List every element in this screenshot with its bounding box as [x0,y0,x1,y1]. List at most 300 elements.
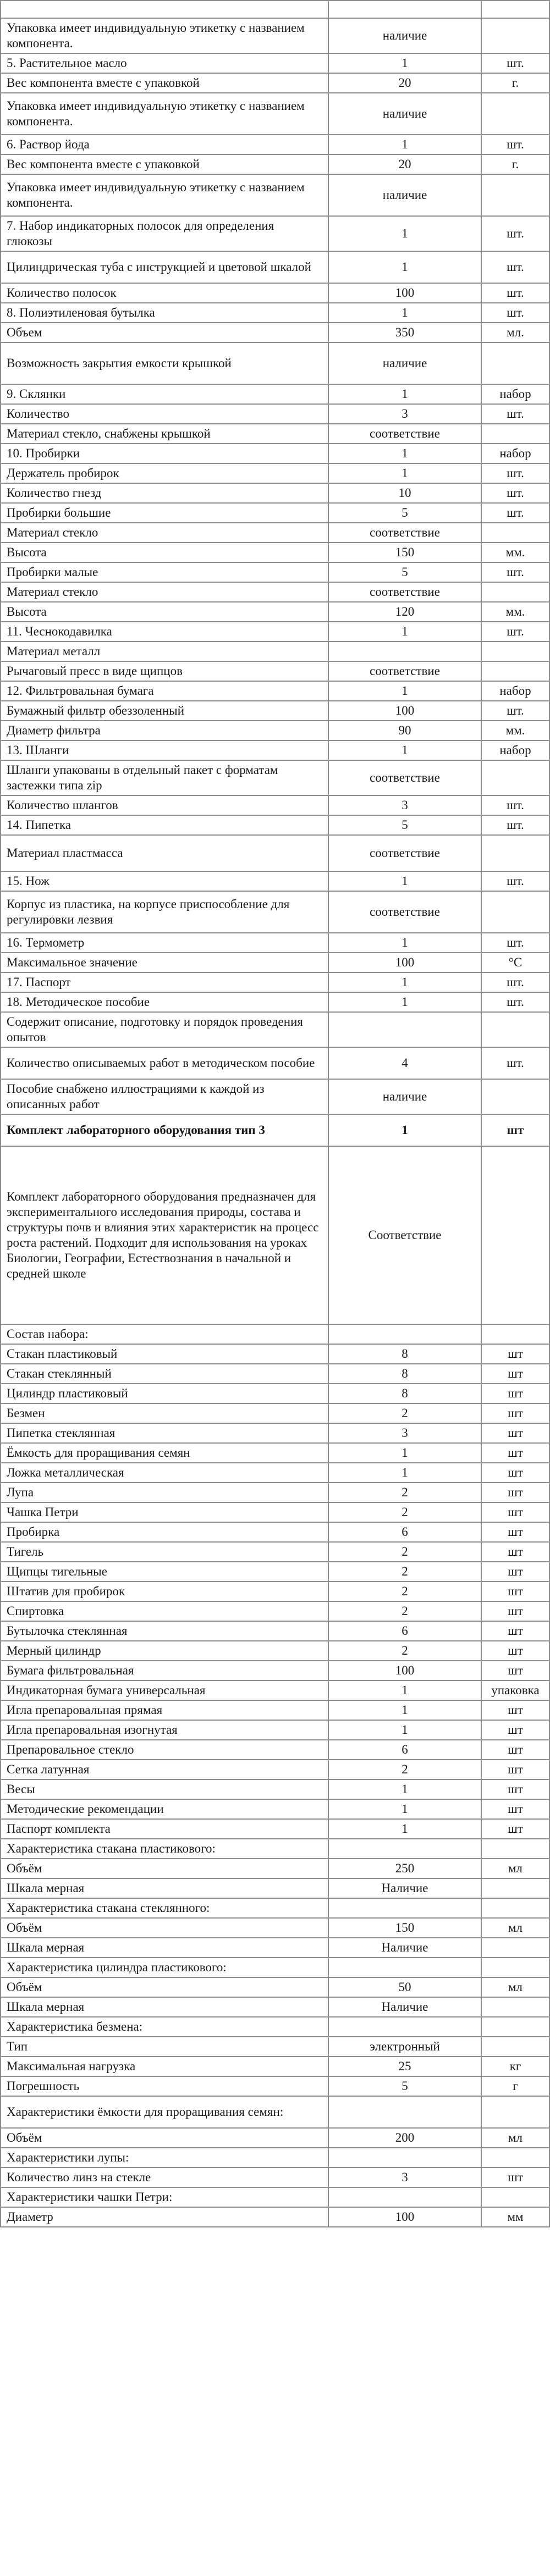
item-name-cell: Игла препаровальная изогнутая [1,1720,328,1740]
value-cell: соответствие [328,582,481,602]
value-cell: 20 [328,73,481,93]
value-cell: наличие [328,342,481,384]
value-cell: 1 [328,1799,481,1819]
table-row [1,891,549,933]
value-cell [328,2148,481,2168]
table-row [1,523,549,543]
value-cell: соответствие [328,523,481,543]
unit-cell: шт [481,1502,549,1522]
unit-cell: шт. [481,283,549,303]
item-name-cell: Материал стекло, снабжены крышкой [1,424,328,444]
unit-cell [481,1878,549,1898]
unit-cell: шт. [481,404,549,424]
value-cell: 5 [328,815,481,835]
value-cell: 10 [328,483,481,503]
value-cell: 3 [328,404,481,424]
item-name-cell: 8. Полиэтиленовая бутылка [1,303,328,323]
value-cell: 1 [328,1681,481,1700]
item-name-cell: Комплект лабораторного оборудования предназначен для экспериментального исследования природы, состава и структуры почв и влияния этих характеристик на процесс роста растений. Подходит для использования на уроках Биологии, Географии, Естествознания в начальной и средней школе [1,1146,328,1324]
unit-cell: шт. [481,622,549,642]
value-cell: 150 [328,543,481,562]
table-row [1,1819,549,1839]
unit-cell: шт [481,1819,549,1839]
value-cell: 200 [328,2128,481,2148]
unit-cell [481,1898,549,1918]
table-row [1,154,549,174]
item-name-cell: Шланги упакованы в отдельный пакет с форматам застежки типа zip [1,760,328,795]
value-cell [328,1898,481,1918]
item-name-cell: Характеристика стакана стеклянного: [1,1898,328,1918]
table-row [1,795,549,815]
table-row [1,681,549,701]
unit-cell: мм. [481,543,549,562]
unit-cell: шт. [481,1047,549,1079]
item-name-cell: Паспорт комплекта [1,1819,328,1839]
unit-cell: шт [481,1344,549,1364]
unit-cell: шт [481,2168,549,2187]
table-row [1,1344,549,1364]
item-name-cell: Вес компонента вместе с упаковкой [1,73,328,93]
item-name-cell: Упаковка имеет индивидуальную этикетку с названием компонента. [1,93,328,135]
item-name-cell: Стакан стеклянный [1,1364,328,1384]
unit-cell: шт. [481,251,549,283]
unit-cell [481,523,549,543]
item-name-cell: Упаковка имеет индивидуальную этикетку с названием компонента. [1,174,328,216]
value-cell: наличие [328,18,481,53]
unit-cell: шт [481,1799,549,1819]
unit-cell [481,2096,549,2128]
table-row [1,1878,549,1898]
unit-cell [481,1997,549,2017]
unit-cell: шт [481,1601,549,1621]
unit-cell [481,1839,549,1859]
item-name-cell: Количество [1,404,328,424]
table-row [1,953,549,972]
table-row [1,444,549,463]
table-row [1,582,549,602]
item-name-cell: Объём [1,1859,328,1878]
unit-cell [481,18,549,53]
unit-cell: шт [481,1779,549,1799]
unit-cell: шт [481,1443,549,1463]
unit-cell: мл [481,1918,549,1938]
item-name-cell: Корпус из пластика, на корпусе приспособление для регулировки лезвия [1,891,328,933]
item-name-cell: Материал стекло [1,523,328,543]
table-row [1,174,549,216]
unit-cell: мл [481,1859,549,1878]
table-row [1,1958,549,1977]
table-row [1,2076,549,2096]
unit-cell [481,342,549,384]
unit-cell: шт [481,1384,549,1403]
value-cell: 25 [328,2057,481,2076]
item-name-cell: Диаметр фильтра [1,721,328,740]
item-name-cell: Тип [1,2037,328,2057]
table-row [1,1502,549,1522]
value-cell: 90 [328,721,481,740]
table-row [1,562,549,582]
table-row [1,1079,549,1114]
unit-cell: упаковка [481,1681,549,1700]
table-row [1,2207,549,2227]
unit-cell [481,174,549,216]
value-cell: 1 [328,251,481,283]
table-row [1,992,549,1012]
item-name-cell: Характеристики лупы: [1,2148,328,2168]
unit-cell [481,835,549,871]
table-row [1,1114,549,1146]
value-cell: 5 [328,2076,481,2096]
unit-cell: шт [481,1463,549,1483]
item-name-cell: Бумажный фильтр обеззоленный [1,701,328,721]
value-cell: 5 [328,503,481,523]
table-row [1,73,549,93]
item-name-cell: 10. Пробирки [1,444,328,463]
unit-cell: шт [481,1562,549,1582]
item-name-cell: Стакан пластиковый [1,1344,328,1364]
item-name-cell: Ёмкость для проращивания семян [1,1443,328,1463]
table-row [1,503,549,523]
table-row [1,404,549,424]
value-cell: 8 [328,1344,481,1364]
value-cell: 100 [328,283,481,303]
value-cell: 2 [328,1641,481,1661]
unit-cell [481,1146,549,1324]
item-name-cell: Пробирки большие [1,503,328,523]
item-name-cell: Объём [1,1918,328,1938]
item-name-cell: Пробирка [1,1522,328,1542]
table-row [1,661,549,681]
value-cell: 1 [328,463,481,483]
table-row [1,1364,549,1384]
unit-cell: набор [481,681,549,701]
value-cell [328,642,481,661]
value-cell: 2 [328,1562,481,1582]
table-row [1,1403,549,1423]
unit-cell: шт [481,1582,549,1601]
value-cell [328,2017,481,2037]
item-name-cell: 13. Шланги [1,740,328,760]
unit-cell [481,760,549,795]
table-row [1,1977,549,1997]
item-name-cell: Пробирки малые [1,562,328,582]
unit-cell: шт [481,1423,549,1443]
unit-cell: шт [481,1483,549,1502]
item-name-cell: Весы [1,1779,328,1799]
value-cell: Соответствие [328,1146,481,1324]
table-row [1,1799,549,1819]
unit-cell: шт [481,1621,549,1641]
table-row [1,303,549,323]
table-row [1,1918,549,1938]
table-row [1,135,549,154]
unit-cell [481,2148,549,2168]
item-name-cell: 17. Паспорт [1,972,328,992]
table-row [1,2168,549,2187]
item-name-cell: Высота [1,543,328,562]
unit-cell: мм. [481,721,549,740]
table-row [1,1997,549,2017]
unit-cell [481,1958,549,1977]
value-cell: 1 [328,1463,481,1483]
value-cell [328,1,481,18]
table-row [1,1641,549,1661]
value-cell: 5 [328,562,481,582]
table-row [1,1443,549,1463]
item-name-cell: Сетка латунная [1,1760,328,1779]
item-name-cell: Безмен [1,1403,328,1423]
item-name-cell: 14. Пипетка [1,815,328,835]
item-name-cell: Индикаторная бумага универсальная [1,1681,328,1700]
unit-cell: г. [481,73,549,93]
value-cell: 1 [328,871,481,891]
value-cell: 3 [328,1423,481,1443]
item-name-cell: Упаковка имеет индивидуальную этикетку с названием компонента. [1,18,328,53]
table-row [1,933,549,953]
table-row [1,283,549,303]
table-row [1,2057,549,2076]
item-name-cell: Количество шлангов [1,795,328,815]
item-name-cell: Количество описываемых работ в методическом пособие [1,1047,328,1079]
item-name-cell: Характеристики чашки Петри: [1,2187,328,2207]
item-name-cell: Мерный цилиндр [1,1641,328,1661]
value-cell: 2 [328,1601,481,1621]
value-cell: 1 [328,1779,481,1799]
value-cell: 2 [328,1502,481,1522]
unit-cell: г. [481,154,549,174]
unit-cell: мм [481,2207,549,2227]
table-row [1,1,549,18]
table-row [1,1779,549,1799]
unit-cell: шт. [481,871,549,891]
item-name-cell: Объём [1,2128,328,2148]
value-cell: соответствие [328,424,481,444]
item-name-cell: Возможность закрытия емкости крышкой [1,342,328,384]
unit-cell: шт [481,1403,549,1423]
table-row [1,483,549,503]
value-cell: 6 [328,1522,481,1542]
unit-cell [481,1938,549,1958]
item-name-cell: 12. Фильтровальная бумага [1,681,328,701]
unit-cell: шт. [481,503,549,523]
unit-cell: шт. [481,216,549,251]
value-cell [328,2187,481,2207]
table-row [1,701,549,721]
item-name-cell: Характеристика безмена: [1,2017,328,2037]
item-name-cell: 15. Нож [1,871,328,891]
item-name-cell: Характеристика стакана пластикового: [1,1839,328,1859]
table-row [1,384,549,404]
unit-cell [481,1,549,18]
unit-cell [481,661,549,681]
item-name-cell: Ложка металлическая [1,1463,328,1483]
item-name-cell: 6. Раствор йода [1,135,328,154]
table-row [1,1720,549,1740]
table-row [1,342,549,384]
unit-cell: шт. [481,135,549,154]
item-name-cell: Спиртовка [1,1601,328,1621]
item-name-cell: 18. Методическое пособие [1,992,328,1012]
table-row [1,2096,549,2128]
unit-cell: шт [481,1760,549,1779]
value-cell: 1 [328,972,481,992]
table-row [1,93,549,135]
value-cell: наличие [328,174,481,216]
unit-cell [481,891,549,933]
table-row [1,543,549,562]
table-row [1,721,549,740]
value-cell: 3 [328,2168,481,2187]
table-row [1,1146,549,1324]
unit-cell: шт [481,1114,549,1146]
value-cell: 100 [328,2207,481,2227]
table-row [1,216,549,251]
value-cell [328,1324,481,1344]
table-row [1,1562,549,1582]
value-cell: 2 [328,1403,481,1423]
item-name-cell: Игла препаровальная прямая [1,1700,328,1720]
table-row [1,1859,549,1878]
unit-cell: шт [481,1542,549,1562]
item-name-cell: Пипетка стеклянная [1,1423,328,1443]
item-name-cell: Содержит описание, подготовку и порядок проведения опытов [1,1012,328,1047]
value-cell: 1 [328,740,481,760]
value-cell: 1 [328,1819,481,1839]
item-name-cell: 16. Термометр [1,933,328,953]
value-cell: 1 [328,933,481,953]
value-cell: 100 [328,701,481,721]
unit-cell: шт. [481,303,549,323]
value-cell: 6 [328,1621,481,1641]
item-name-cell: Методические рекомендации [1,1799,328,1819]
unit-cell [481,582,549,602]
value-cell: 1 [328,216,481,251]
table-row [1,2187,549,2207]
item-name-cell: Цилиндр пластиковый [1,1384,328,1403]
item-name-cell: Состав набора: [1,1324,328,1344]
unit-cell: шт [481,1720,549,1740]
value-cell [328,1839,481,1859]
item-name-cell: Погрешность [1,2076,328,2096]
unit-cell: кг [481,2057,549,2076]
unit-cell: °С [481,953,549,972]
item-name-cell: Рычаговый пресс в виде щипцов [1,661,328,681]
unit-cell [481,1079,549,1114]
value-cell: 50 [328,1977,481,1997]
value-cell: 8 [328,1384,481,1403]
unit-cell [481,93,549,135]
table-row [1,740,549,760]
unit-cell: шт [481,1740,549,1760]
unit-cell: шт. [481,992,549,1012]
unit-cell: мл. [481,323,549,342]
item-name-cell: Бумага фильтровальная [1,1661,328,1681]
value-cell: 1 [328,384,481,404]
unit-cell [481,2037,549,2057]
item-name-cell: Характеристики ёмкости для проращивания семян: [1,2096,328,2128]
item-name-cell: Количество полосок [1,283,328,303]
unit-cell: мл [481,2128,549,2148]
table-row [1,642,549,661]
item-name-cell: Объем [1,323,328,342]
table-row [1,760,549,795]
value-cell: 100 [328,1661,481,1681]
unit-cell [481,1324,549,1344]
table-row [1,1012,549,1047]
value-cell: 1 [328,1700,481,1720]
value-cell [328,1958,481,1977]
table-row [1,1522,549,1542]
value-cell: 1 [328,1443,481,1463]
value-cell: Наличие [328,1938,481,1958]
item-name-cell: Максимальная нагрузка [1,2057,328,2076]
unit-cell: шт [481,1661,549,1681]
table-row [1,1601,549,1621]
value-cell: соответствие [328,835,481,871]
unit-cell [481,2017,549,2037]
item-name-cell: Цилиндрическая туба с инструкцией и цветовой шкалой [1,251,328,283]
item-name-cell: Бутылочка стеклянная [1,1621,328,1641]
table-row [1,1047,549,1079]
value-cell: 350 [328,323,481,342]
unit-cell: набор [481,444,549,463]
value-cell: 250 [328,1859,481,1878]
value-cell: 2 [328,1542,481,1562]
table-row [1,2128,549,2148]
item-name-cell: Комплект лабораторного оборудования тип 3 [1,1114,328,1146]
item-name-cell: Тигель [1,1542,328,1562]
unit-cell: шт. [481,795,549,815]
item-name-cell: 9. Склянки [1,384,328,404]
item-name-cell: Вес компонента вместе с упаковкой [1,154,328,174]
item-name-cell: Высота [1,602,328,622]
unit-cell: шт. [481,972,549,992]
item-name-cell: Препаровальное стекло [1,1740,328,1760]
value-cell: 3 [328,795,481,815]
item-name-cell: Штатив для пробирок [1,1582,328,1601]
unit-cell: набор [481,384,549,404]
value-cell: 8 [328,1364,481,1384]
table-row [1,1740,549,1760]
item-name-cell: 5. Растительное масло [1,53,328,73]
item-name-cell: Материал металл [1,642,328,661]
table-row [1,1621,549,1641]
value-cell: 6 [328,1740,481,1760]
table-row [1,1582,549,1601]
value-cell: 1 [328,53,481,73]
item-name-cell: Объём [1,1977,328,1997]
item-name-cell: 11. Чеснокодавилка [1,622,328,642]
item-name-cell: 7. Набор индикаторных полосок для определения глюкозы [1,216,328,251]
specification-body [1,1,549,2227]
table-row [1,972,549,992]
unit-cell: шт. [481,701,549,721]
value-cell: 1 [328,303,481,323]
item-name-cell: Лупа [1,1483,328,1502]
table-row [1,622,549,642]
unit-cell: шт. [481,53,549,73]
item-name-cell: Количество гнезд [1,483,328,503]
unit-cell: шт. [481,483,549,503]
table-row [1,1661,549,1681]
item-name-cell: Характеристика цилиндра пластикового: [1,1958,328,1977]
table-row [1,1760,549,1779]
table-row [1,53,549,73]
unit-cell [481,642,549,661]
value-cell: 1 [328,135,481,154]
unit-cell: шт [481,1700,549,1720]
table-row [1,871,549,891]
